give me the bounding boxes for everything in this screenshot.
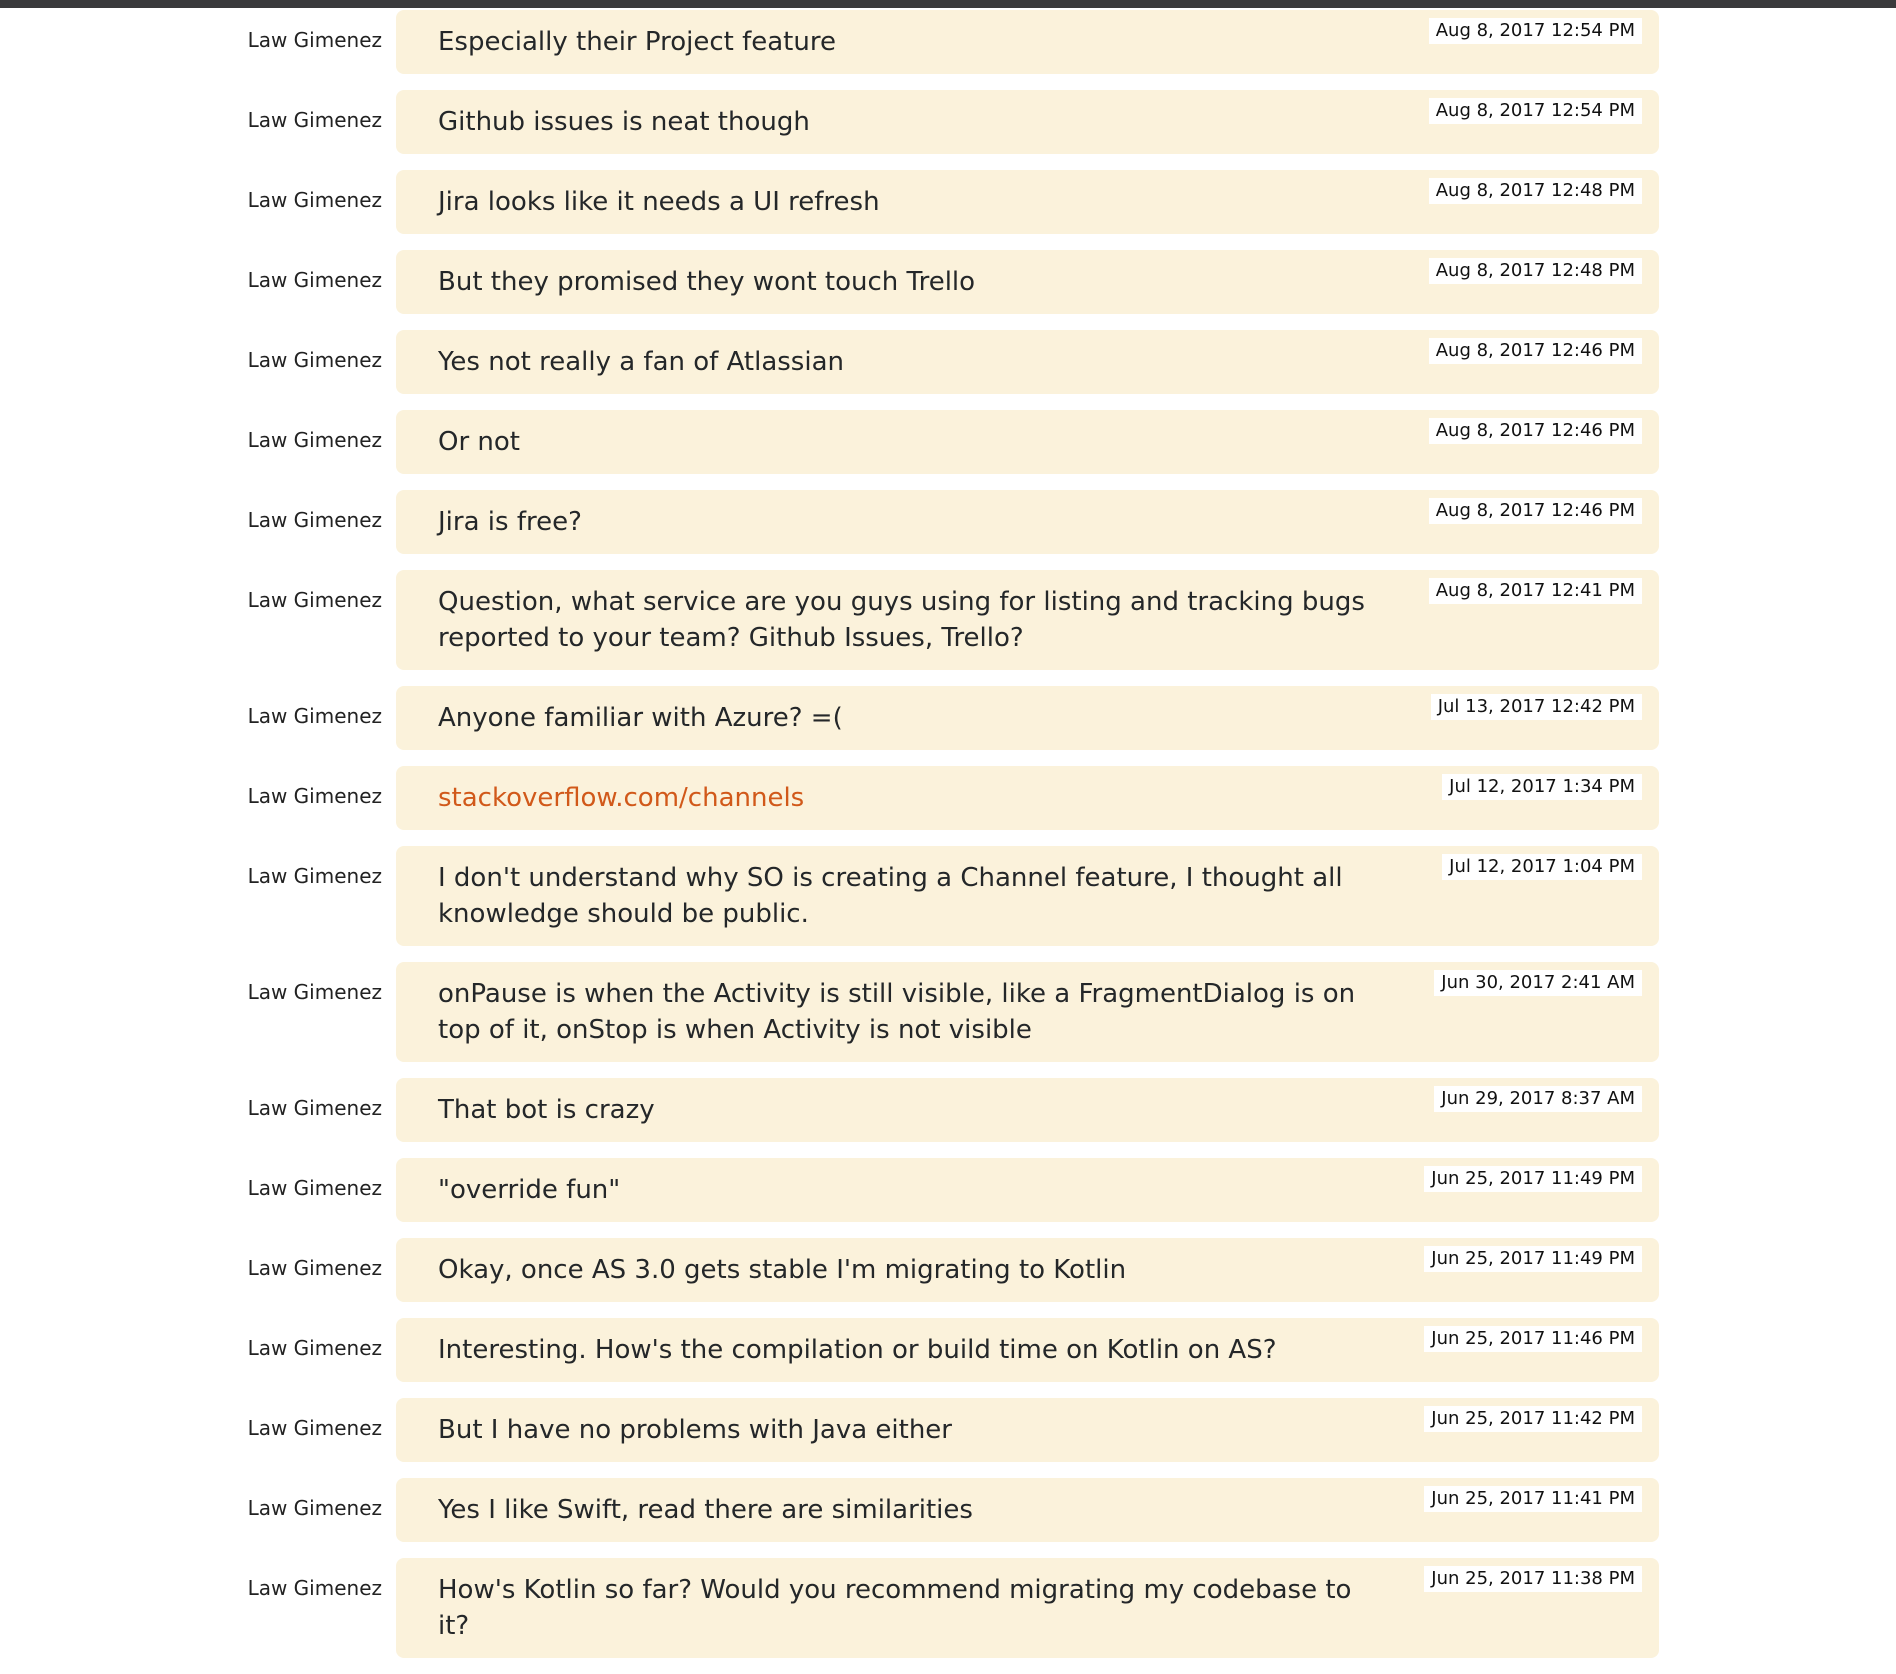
message-list (0, 10, 1896, 1674)
message-bubble (396, 846, 1659, 946)
message-bubble (396, 1158, 1659, 1222)
message-text: But they promised they wont touch Trello (438, 267, 976, 297)
message-bubble (396, 1398, 1659, 1462)
message-row (0, 410, 1896, 474)
message-timestamp[interactable]: Aug 8, 2017 12:54 PM (1429, 98, 1642, 124)
message-text: Jira looks like it needs a UI refresh (438, 187, 880, 217)
message-timestamp[interactable]: Aug 8, 2017 12:46 PM (1429, 498, 1642, 524)
message-username[interactable]: Law Gimenez (247, 508, 382, 532)
message-row (0, 846, 1896, 946)
message-timestamp[interactable]: Jun 25, 2017 11:41 PM (1424, 1486, 1642, 1512)
message-timestamp[interactable]: Jun 25, 2017 11:46 PM (1424, 1326, 1642, 1352)
message-bubble (396, 766, 1659, 830)
message-row (0, 1238, 1896, 1302)
message-text: "override fun" (438, 1175, 621, 1205)
message-text: Question, what service are you guys using for listing and tracking bugs reported to your team? Github Issues, Trello? (438, 587, 1365, 653)
message-bubble (396, 330, 1659, 394)
message-row (0, 490, 1896, 554)
message-row (0, 570, 1896, 670)
message-text: That bot is crazy (438, 1095, 655, 1125)
message-timestamp[interactable]: Jun 25, 2017 11:49 PM (1424, 1166, 1642, 1192)
message-username[interactable]: Law Gimenez (247, 188, 382, 212)
message-username[interactable]: Law Gimenez (247, 704, 382, 728)
message-bubble (396, 10, 1659, 74)
message-bubble (396, 1478, 1659, 1542)
message-row (0, 1558, 1896, 1658)
message-timestamp[interactable]: Jun 30, 2017 2:41 AM (1434, 970, 1642, 996)
message-link[interactable]: stackoverflow.com/channels (438, 783, 805, 813)
message-username[interactable]: Law Gimenez (247, 1256, 382, 1280)
message-bubble (396, 490, 1659, 554)
message-bubble (396, 1558, 1659, 1658)
message-username[interactable]: Law Gimenez (247, 784, 382, 808)
message-text: I don't understand why SO is creating a Channel feature, I thought all knowledge should be public. (438, 863, 1343, 929)
message-timestamp[interactable]: Aug 8, 2017 12:41 PM (1429, 578, 1642, 604)
message-username[interactable]: Law Gimenez (247, 980, 382, 1004)
message-text: Interesting. How's the compilation or build time on Kotlin on AS? (438, 1335, 1277, 1365)
message-timestamp[interactable]: Aug 8, 2017 12:46 PM (1429, 338, 1642, 364)
message-bubble (396, 962, 1659, 1062)
message-timestamp[interactable]: Aug 8, 2017 12:48 PM (1429, 178, 1642, 204)
message-bubble (396, 686, 1659, 750)
message-row (0, 170, 1896, 234)
message-row (0, 766, 1896, 830)
message-timestamp[interactable]: Jun 25, 2017 11:42 PM (1424, 1406, 1642, 1432)
message-bubble (396, 570, 1659, 670)
message-username[interactable]: Law Gimenez (247, 348, 382, 372)
message-row (0, 1158, 1896, 1222)
message-row (0, 1078, 1896, 1142)
message-row (0, 90, 1896, 154)
message-text: Especially their Project feature (438, 27, 836, 57)
message-timestamp[interactable]: Aug 8, 2017 12:48 PM (1429, 258, 1642, 284)
message-timestamp[interactable]: Jul 13, 2017 12:42 PM (1431, 694, 1642, 720)
message-bubble (396, 1078, 1659, 1142)
message-bubble (396, 410, 1659, 474)
message-username[interactable]: Law Gimenez (247, 1416, 382, 1440)
message-row (0, 1478, 1896, 1542)
message-timestamp[interactable]: Aug 8, 2017 12:54 PM (1429, 18, 1642, 44)
message-bubble (396, 250, 1659, 314)
window-top-bar (0, 0, 1896, 8)
message-text: Anyone familiar with Azure? =( (438, 703, 843, 733)
message-username[interactable]: Law Gimenez (247, 588, 382, 612)
message-row (0, 10, 1896, 74)
message-row (0, 330, 1896, 394)
message-bubble (396, 90, 1659, 154)
message-bubble (396, 1318, 1659, 1382)
message-bubble (396, 1238, 1659, 1302)
message-row (0, 686, 1896, 750)
message-timestamp[interactable]: Jul 12, 2017 1:04 PM (1442, 854, 1642, 880)
message-username[interactable]: Law Gimenez (247, 1496, 382, 1520)
message-timestamp[interactable]: Jun 25, 2017 11:38 PM (1424, 1566, 1642, 1592)
message-timestamp[interactable]: Jun 25, 2017 11:49 PM (1424, 1246, 1642, 1272)
message-username[interactable]: Law Gimenez (247, 28, 382, 52)
message-bubble (396, 170, 1659, 234)
message-username[interactable]: Law Gimenez (247, 1576, 382, 1600)
message-timestamp[interactable]: Jul 12, 2017 1:34 PM (1442, 774, 1642, 800)
message-text: But I have no problems with Java either (438, 1415, 952, 1445)
message-text: Okay, once AS 3.0 gets stable I'm migrating to Kotlin (438, 1255, 1127, 1285)
message-username[interactable]: Law Gimenez (247, 268, 382, 292)
message-row (0, 962, 1896, 1062)
message-text: Github issues is neat though (438, 107, 810, 137)
message-username[interactable]: Law Gimenez (247, 1336, 382, 1360)
message-text: Yes not really a fan of Atlassian (438, 347, 844, 377)
message-text: Yes I like Swift, read there are similarities (438, 1495, 973, 1525)
message-text: Or not (438, 427, 520, 457)
message-row (0, 250, 1896, 314)
message-username[interactable]: Law Gimenez (247, 864, 382, 888)
message-username[interactable]: Law Gimenez (247, 108, 382, 132)
message-row (0, 1398, 1896, 1462)
message-timestamp[interactable]: Jun 29, 2017 8:37 AM (1434, 1086, 1642, 1112)
message-username[interactable]: Law Gimenez (247, 1176, 382, 1200)
message-username[interactable]: Law Gimenez (247, 1096, 382, 1120)
message-timestamp[interactable]: Aug 8, 2017 12:46 PM (1429, 418, 1642, 444)
message-username[interactable]: Law Gimenez (247, 428, 382, 452)
message-row (0, 1318, 1896, 1382)
message-text: Jira is free? (438, 507, 582, 537)
message-text: How's Kotlin so far? Would you recommend migrating my codebase to it? (438, 1575, 1352, 1641)
message-text: onPause is when the Activity is still visible, like a FragmentDialog is on top of it, onStop is when Activity is not visible (438, 979, 1356, 1045)
